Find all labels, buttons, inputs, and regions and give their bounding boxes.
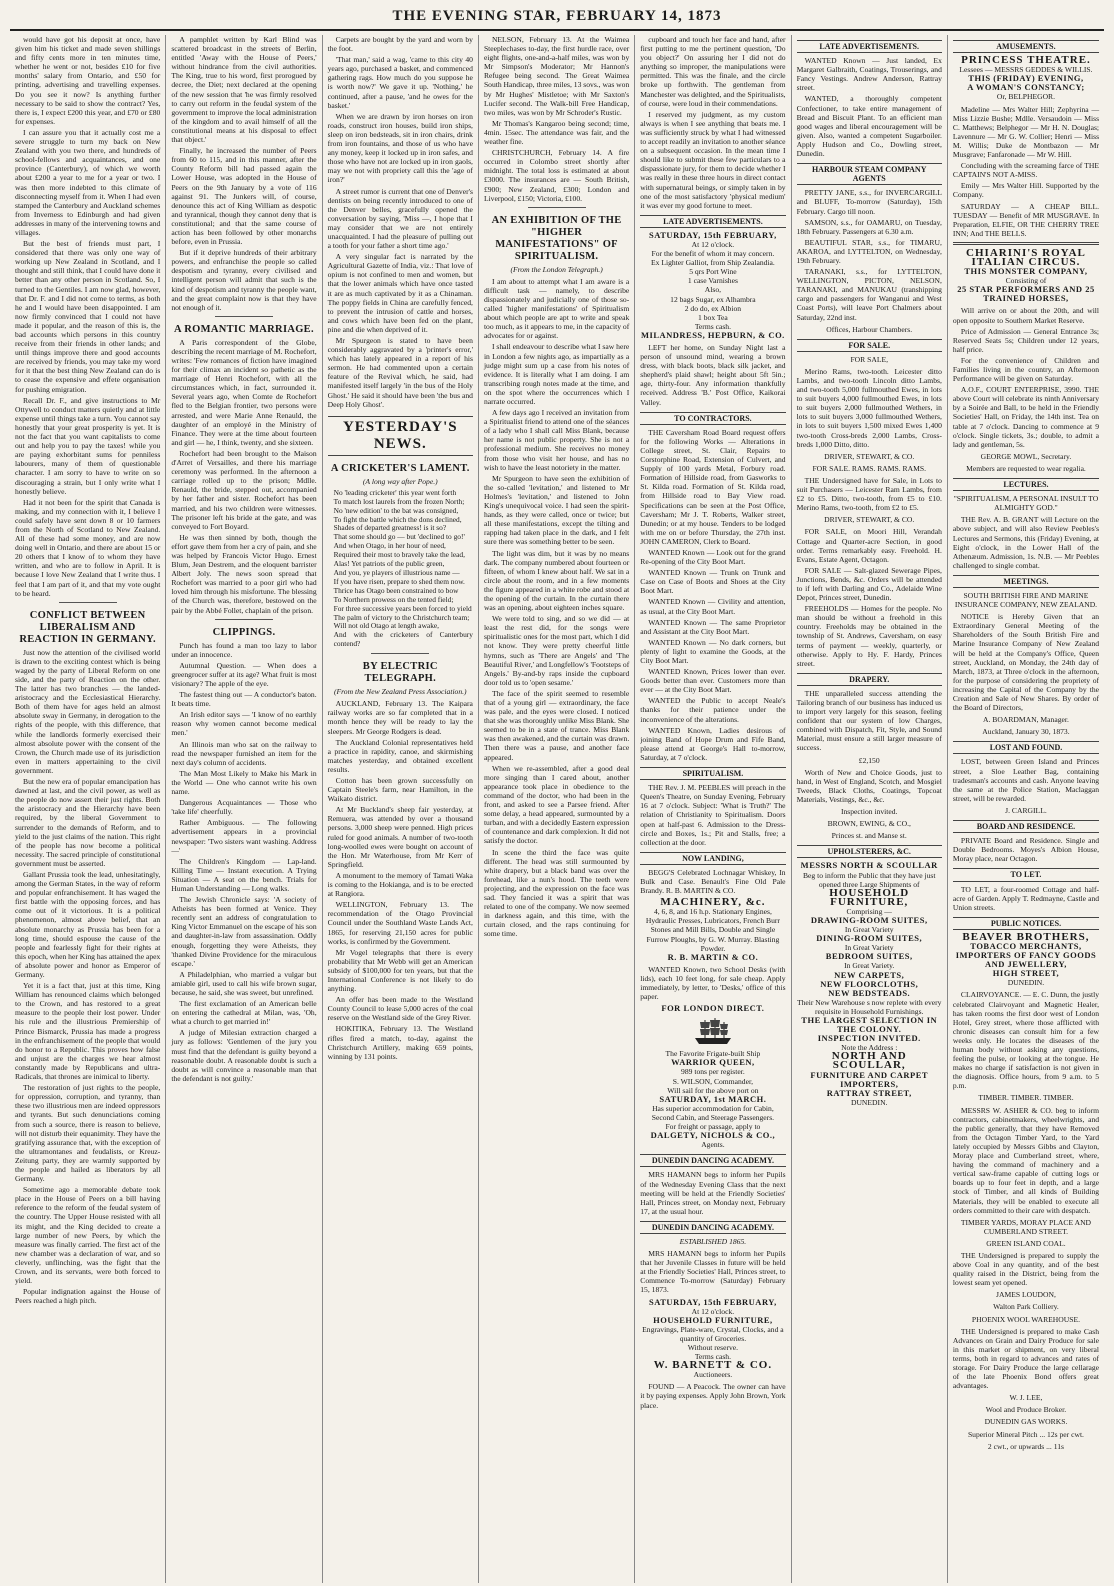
poem-line: Alas! Yet patriots of the public green, (333, 559, 445, 569)
article-text: A street rumor is current that one of Denver's dentists on being recently introduced to one of the Denver belles, gracefully opened the conversation by saying, 'Miss —, I hope that I may consider that we are not entirely unacquainted. I had the pleasure of pulling out a tooth for your father a short time ago.' (327, 186, 473, 251)
poem-line: Required their most to bravely take the lead, (333, 550, 465, 560)
ad-title: PRINCESS THEATRE. (961, 54, 1091, 67)
advertisement: THE Undersigned is prepared to make Cash Advances on Grain and Dairy Produce for sale in this market or shipment, on very liberal terms, both in regard to advances and rates of storage. For Dairy Produce the large cellarage of the late Phoenix Bond offers great advantages. (952, 1326, 1100, 1391)
ad-line: NEW CARPETS, (834, 969, 905, 980)
column-3 (323, 35, 479, 1583)
article-headline: AN EXHIBITION OF THE "HIGHER MANIFESTATIONS" OF SPIRITUALISM. (491, 214, 622, 262)
telegram: WELLINGTON, February 13. The recommendation of the Otago Provincial Council under the Southland Waste Lands Act, 1865, for reserving 21,150 acres for public works, is confirmed by the Government. (327, 900, 473, 946)
ad-line: At 12 o'clock. (691, 239, 735, 249)
section-header: DUNEDIN DANCING ACADEMY. (640, 1154, 785, 1167)
section-header: LATE ADVERTISEMENTS. (640, 215, 785, 228)
ad-line: THE LARGEST SELECTION IN (801, 1015, 938, 1025)
ad-firm: BROWN, EWING, & CO., (827, 819, 911, 829)
ad-line: Superior Mineral Pitch ... 12s per cwt. (967, 1429, 1084, 1439)
ad-line: Walton Park Colliery. (993, 1302, 1059, 1312)
section-header: DRAPERY. (797, 673, 942, 686)
poem-line: Shades of departed greatness! is it so? (333, 523, 447, 533)
ad-line: DUNEDIN. (1007, 978, 1045, 988)
ad-line: RATTRAY STREET, (826, 1087, 912, 1098)
ad-title: TIMBER. TIMBER. TIMBER. (978, 1093, 1074, 1103)
advertisement (640, 898, 785, 962)
ad-line: IMPORTERS, (840, 1078, 899, 1089)
article-text: Rochefort had been brought to the Maison d'Arret of Versailles, and there his marriage ceremony was performed. In the afternoon a carriage rolled up to the prison; Mdlle. Renauld, the bride, stepped out, accompanied by her father and sister. Rochefort has been married, and his two children were witnesses. The prisoner left his bride at the gate, and was conveyed to Fort Boyard. (171, 448, 317, 531)
ad-line: THIS MONSTER COMPANY, (964, 266, 1088, 277)
poem-line: Will not old Otago at length awake, (333, 621, 440, 631)
columns (10, 35, 1104, 1583)
article-text: Mr Spurgeon is stated to have been considerably aggravated by a 'printer's error,' which has lately appeared in a report of his sermon. He had commented upon a certain feature of the Revival which, he said, had manifested itself largely 'in the bus of the Holy Ghost.' He said it should have been 'the bus and Deep Holy Ghost'. (327, 336, 473, 409)
article-text: We were told to sing, and so we did — at least the rest did, for the songs were spiritualistic ones for the most part, which I did not know. They were pretty cheerful little hymns, such as 'There are Angels' and 'The Beautiful River,' and Longfellow's 'Footsteps of Angels.' By-and-by raps inside the cupboard door told us to 'open sesame.' (483, 614, 630, 687)
ad-line: BEDROOM SUITES, (825, 951, 913, 962)
ad-line: Beg to inform the Public that they have just opened three Large Shipments of (802, 870, 936, 889)
ad-line: Without reserve. (687, 1343, 739, 1352)
ad-line: SATURDAY, 1st MARCH. (659, 1093, 767, 1104)
advertisement: SAMSON, s.s., for OAMARU, on Tuesday, 18th February. Passengers at 6.30 a.m. (796, 217, 942, 236)
ad-line: 5 qrs Port Wine (689, 267, 737, 277)
poem-line: To match lost laurels from the frozen North; (333, 496, 465, 506)
article-text: The restoration of just rights to the people, for oppression, corruption, and tyranny, than these two illustrious men are indeed oppressors and tyrants. But such denunciations coming from such a source, there is reason to believe, will not disturb their equanimity. They have the gratifying assurance that, with the exception of the ultramontanes and feudalists, or Kreuz-Zeitung party, they are warmly supported by the people and hailed as liberators by all Germany. (15, 1083, 161, 1184)
poem-line: The palm of victory to the Christchurch team; (333, 612, 470, 622)
section-header: MEETINGS. (953, 575, 1099, 588)
ad-firm: A. BOARDMAN, Manager. (983, 715, 1069, 725)
article-text: Popular indignation against the House of Peers reached a high pitch. (15, 1287, 161, 1306)
clipping: Rather Ambiguous. — The following advertisement appears in a provincial newspaper: 'Two sisters want washing. Address —' (171, 818, 317, 855)
advertisement: Worth of New and Choice Goods, just to hand, in West of England, Scotch, and Mosgiel Tweeds, Black Cloths, Coatings, Topcoat Materials, Vestings, &c., &c. (796, 767, 942, 804)
advertisement: WANTED Known — Civility and attention, as usual, at the City Boot Mart. (640, 597, 786, 616)
section-header: TO LET. (953, 868, 1099, 881)
advertisement: WANTED Known — The same Proprietor and Assistant at the City Boot Mart. (640, 617, 786, 636)
ad-line: 12 bags Sugar, ex Alhambra (670, 294, 756, 304)
ad-firm: R. B. MARTIN & CO. (667, 951, 759, 962)
advertisement: THE Rev. A. B. GRANT will Lecture on the above subject, and will also Review Peebles's Lectures and Sermons, this (Friday) Evening, at Eight o'clock, in the Lower Hall of the Athenæum. Admission, 1s. N.B. — Mr Peebles challenged to single combat. (952, 515, 1100, 570)
advertisement: MESSRS W. ASHER & CO. beg to inform contractors, cabinetmakers, wheelwrights, and the public generally, that they have Removed from the Octagon Timber Yard, to the Yard lately occupied by Messrs Gibbs and Clayton, Moray place and Cumberland street, where, having the command of machinery and a vertical saw-frame capable of cutting logs or boards up to four feet in depth, and a large stock of Timber, and all kinds of Building Materials, they will be enabled to execute all orders committed to their care with despatch. (952, 1105, 1100, 1215)
divider (528, 207, 586, 208)
article-headline: CLIPPINGS. (212, 626, 276, 638)
telegram: AUCKLAND, February 13. The Kaipara railway works are so far completed that in a month hence they will be ready to lay the sleepers. Mr George Rodgers is dead. (327, 699, 473, 736)
ad-title: MACHINERY, &c. (660, 896, 766, 909)
article-text: A pamphlet written by Karl Blind was scattered broadcast in the streets of Berlin, entitled 'Away with the House of Peers,' without hindrance from the civil authorities. The King, true to his word, first prorogued by decree, the Diet; next declared at the opening of the new session that 'he was firmly resolved to carry out reform in the feudal system of the government to improve the local administration of the kingdom and to avail himself of all the constitutional means at his disposal to effect that object.' (171, 35, 317, 145)
article-text: Gallant Prussia took the lead, unhesitatingly, among the German States, in the way of reform and popular enfranchisement. It has waged the first battle with the opposing forces, and has come out of it victorious. It is a political phenomenon, almost above belief, that an absolute monarchy as Prussia has been for a long time, should espouse the cause of the people and fearlessly fight for their rights at this epoch, when her King has attained the apex of absolute power and honor as Emperor of Germany. (15, 869, 161, 979)
poem-line: And you, ye players of illustrious name — (333, 568, 460, 577)
article-text: would have got his deposit at once, have given him his ticket and made seven shillings and fifty cents more in ten minutes time, whether he went or not, besides £10 for five months' salary from Ontario, and £50 for printing, advertising and travelling expenses. Do you see it now? Is anything further necessary to be said to show the contract? Yes, there is, I expect £200 this year, and £70 or £80 for expenses. (15, 35, 161, 126)
ad-line: In Great Variety. (844, 961, 895, 971)
section-header: NOW LANDING, (640, 852, 785, 865)
ad-line: THE COLONY. (837, 1024, 902, 1035)
advertisement: FOR SALE — Salt-glazed Sewerage Pipes, Junctions, Bends, &c. Orders will be attended to if left with Darling and Co., Adelaide Wine Depot, Princes street, Dunedin. (796, 565, 942, 603)
cast-list: Madeline — Mrs Walter Hill; Zephyrina — Miss Lizzie Bushe; Mdlle. Versaudoin — Miss C. Matthews; Belphegor — Mr H. N. Douglas; Lavennure — Mr G. W. Collier; Henri — Miss M. Willis; Duke de Montbazon — Mr Musgrave; Fanfaronade — Mr W. Hill. (952, 104, 1100, 160)
ad-line: 1 box Tea (698, 312, 728, 322)
advertisement: MRS HAMANN begs to inform her Pupils that her Juvenile Classes in future will be held at the Friendly Societies' Hall, Princes street, to Commence To-morrow (Saturday) February 15, 1873. (640, 1249, 786, 1295)
section-header: LATE ADVERTISEMENTS. (797, 40, 942, 53)
advertisement: WANTED, a thoroughly competent Confectioner, to take entire management of Bread and Biscuit Plant. To an efficient man good wages and liberal encouragement will be given. Also, wanted a competent Sugarboiler. Apply Hudson and Co., Dowling street, Dunedin. (796, 94, 942, 159)
article-text: A very singular fact is narrated by the Agricultural Gazette of India, viz.: That love of opium is not confined to men and women, but that the lower animals which have once tasted it are as much captivated by it as a Chinaman. The poppy fields in China are carefully fenced, to prevent the intrusion of cattle and horses, and cows which have been fed on the plant, pine and die when deprived of it. (327, 252, 473, 334)
advertisement (953, 56, 1099, 101)
ad-line: NEW FLOORCLOTHS, (820, 978, 919, 989)
article-text: But the best of friends must part, I considered that there was only one way of working up New Zealand in Scotland, and I thought and still think, that I could have done it better than any other person in Scotland. So, I turned to the Gentiles. I am now glad, however, that Dr. F. and I did not come to terms, as both he and I would have been disappointed. I am now firmly convinced that I could not have made it popular, and the reason of this is, the bad accounts which persons in this country receive from their friends in other lands; and until things improve there and good accounts are received by friends, you may take my word for it that the best thing New Zealand can do is to cease the expensive and effete organisation for pushing emigration. (15, 239, 161, 394)
ad-line: Has superior accommodation for Cabin, Second Cabin, and Steerage Passengers. (651, 1103, 775, 1122)
ad-firm: JAMES LOUDON, (996, 1290, 1056, 1300)
ad-line: Terms cash. (694, 1352, 731, 1362)
ad-firm: W. J. LEE, (1009, 1393, 1043, 1403)
poem-line: Thrice has Otago been constrained to bow (333, 585, 459, 595)
ad-line: Agents. (701, 1140, 725, 1150)
ad-line: Will sail for the above port on (667, 1085, 759, 1095)
article-text: When we re-assembled, after a good deal more singing than I cared about, another appearance took place in obedience to the command of the doctor, who had been in the front, and asked to see a Parsee friend. After some delay, a head appeared, surmounted by a turban, and with a decidedly Eastern expression of countenance and dark complexion. It did not satisfy the doctor. (483, 763, 630, 846)
ad-line: Their New Warehouse s now replete with every requisite in Household Furnishings. (796, 997, 942, 1016)
ad-line: INSPECTION INVITED. (817, 1033, 921, 1044)
ship-name: WARRIOR QUEEN, (671, 1057, 755, 1068)
column-1 (10, 35, 166, 1583)
ad-title: FOR SALE, (850, 354, 888, 364)
advertisement: THE Undersigned have for Sale, in Lots to suit Purchasers — Leicester Ram Lambs, from £2 to £5. Ditto, two-tooth, from £5 to £10. Merino Rams, two-tooth, from £2 to £5. (796, 475, 942, 513)
ad-line: Comprising — (846, 906, 892, 916)
advertisement: FOR SALE, on Moori Hill, Verandah Cottage and Quarter-acre Section, in good order. Terms remarkably easy. Freehold. H. Evans, Estate Agent, Octagon. (796, 527, 942, 564)
poem-line: For three successive years been forced to yield (333, 603, 472, 613)
ad-line: HIGH STREET, (992, 968, 1060, 979)
ship-icon (640, 1016, 785, 1046)
advertisement: WANTED Known — Look out for the grand Re-opening of the City Boot Mart. (640, 547, 786, 567)
ad-title: MESSRS NORTH & SCOULLAR (800, 860, 938, 871)
ad-title: GREEN ISLAND COAL. (986, 1238, 1066, 1248)
advertisement (953, 930, 1099, 988)
section-header: HARBOUR STEAM COMPANY AGENTS (797, 163, 942, 185)
article-text: I reserved my judgment, as my custom always is when I see anything that beats me. I was sufficiently struck by what I had witnessed to accept readily an invitation to another séance on a subsequent occasion. In the mean time I should like to submit these few particulars to a dispassionate jury, for them to decide whether I was really in these three hours in direct contact with supernatural beings, or simply taken in by one of the most satisfactory 'physical medium' it was ever my good fortune to meet. (640, 109, 786, 210)
ad-line: Ex Lighter Galliot, from Ship Zealandia. (651, 258, 775, 268)
ad-line: IMPORTERS OF FANCY GOODS AND JEWELLERY, (955, 950, 1097, 970)
ad-line: 2 cwt., or upwards ... 11s (987, 1441, 1064, 1451)
ad-line: Also, (704, 285, 722, 295)
article-subhead: (From the New Zealand Press Association.) (333, 687, 467, 697)
advertisement: SATURDAY — A CHEAP BILL. TUESDAY — Benefit of MR MUSGRAVE. In Preparation, ELFIE, OR THE CHERRY TREE INN; And THE BELLS. (952, 201, 1100, 238)
ad-firm: GEORGE MOWL, Secretary. (980, 451, 1072, 461)
poem-line: And with the cricketers of Canterbury contend? (333, 630, 473, 649)
article-text: I am about to attempt what I am aware is a difficult task — namely, to describe dispassionately and judicially one of those so-called 'higher manifestations' of Spiritualism about which people are apt to write and speak too much, as it appears to me, in the capacity of advocates for or against. (483, 276, 630, 341)
ad-line: DINING-ROOM SUITES, (816, 933, 923, 944)
poem-line: If you have risen, prepare to shed them now. (333, 576, 465, 586)
advertisement: FREEHOLDS — Homes for the people. No man should be without a freehold in this country. Freeholds may be obtained in the township of St. Andrews, Caversham, on easy terms of payment — weekly, quarterly, or otherwise. Apply to Hy. F. Hardy, Princes street. (796, 604, 942, 668)
article-text: Recall Dr. F., and give instructions to Mr Ottywell to conduct matters quietly and at little expense until things take a turn. You cannot say honestly that your great prosperity is yet. It is not the fact that you want capitalists to come out and help you to pay the taxes! while you are paying exhorbitant sums for penniless labourers, many of them of questionable character. I am sorry to have to write on so discouraging a strain, but I only write what I honestly believe. (15, 395, 161, 496)
advertisement (640, 1298, 785, 1380)
article-subhead: (From the London Telegraph.) (510, 264, 603, 274)
advertisement: BEGG'S Celebrated Lochnagar Whiskey, In Bulk and Case. Benault's Fine Old Pale Brandy. R. B. MARTIN & CO. (640, 867, 786, 896)
advertisement (640, 231, 785, 340)
advertisement: TO LET, a four-roomed Cottage and half-acre of Garden. Apply T. Redmayne, Castle and Union streets. (952, 884, 1100, 912)
ad-firm: W. BARNETT & CO. (653, 1359, 773, 1372)
ad-line: Consisting of (1005, 276, 1047, 286)
ad-line: Inspection invited. (840, 807, 898, 817)
ad-line: 1 case Varnishes (687, 276, 738, 286)
ad-line: Lessees — MESSRS GEDDES & WILLIS. (959, 65, 1093, 75)
section-headline: YESTERDAY'S NEWS. (328, 416, 473, 456)
advertisement: MRS HAMANN begs to inform her Pupils of the Wednesday Evening Class that the next meeting will be held at the Friendly Societies' Hall, Princes street, on Monday next, February 17, at the usual hour. (640, 1170, 786, 1216)
ad-line: HOUSEHOLD FURNITURE, (829, 886, 910, 908)
ad-line: 25 STAR PERFORMERS AND 25 TRAINED HORSES, (957, 284, 1095, 304)
ad-line: Engravings, Plate-ware, Crystal, Clocks, and a quantity of Groceries. (642, 1324, 784, 1343)
ad-firm: DALGETY, NICHOLS & CO., (650, 1130, 776, 1141)
article-text: cupboard and touch her face and hand, after first putting to me the pertinent question, 'Do you object?' On assuring her I did not do anything so improper, the manipulations were permitted. This was the finale, and the circle broke up forthwith. The gentleman from Manchester was delighted, and the Spiritualists, of course, were loud in their commendations. (640, 35, 786, 108)
ad-line: Terms cash. (694, 321, 731, 331)
ad-line: DRAWING-ROOM SUITES, (810, 914, 928, 925)
section-header: AMUSEMENTS. (953, 40, 1099, 53)
article-text: Finally, he increased the number of Peers from 60 to 115, and in this manner, after the County Reform bill had passed again the Lower House, was adopted in the House of Peers on the 9th January by a vote of 116 against 91. The Junkers will, of course, denounce this act of King William as despotic and tyrannical, though they cannot deny that is constitutional; and that the same course of action has been followed by other monarchs before, even in Prussia. (171, 146, 317, 247)
telegram: Mr Thomas's Kangaroo being second; time, 4min. 15sec. The attendance was fair, and the weather fine. (483, 118, 630, 147)
ad-line: TOBACCO MERCHANTS, (970, 940, 1082, 951)
ad-line: HOUSEHOLD FURNITURE, (653, 1314, 773, 1325)
ad-line: Members are requested to wear regalia. (966, 463, 1086, 473)
section-header: BOARD AND RESIDENCE. (953, 820, 1099, 833)
advertisement: WANTED Known — Trunk on Trunk and Case on Case of Boots and Shoes at the City Boot Mart. (640, 568, 786, 596)
ad-line: Note the Address : (841, 1043, 898, 1053)
article-headline: BY ELECTRIC TELEGRAPH. (362, 661, 438, 685)
clipping: The fastest thing out — A conductor's baton. It beats time. (171, 690, 317, 709)
section-header: FOR SALE. (797, 339, 942, 352)
ad-firm: DRIVER, STEWART, & CO. (824, 515, 915, 525)
advertisement: PRIVATE Board and Residence. Single and Double Bedrooms. Moyes's Albion House, Moray place, near Octagon. (952, 836, 1100, 864)
ad-amount: £2,150 (858, 755, 880, 765)
masthead (10, 6, 1104, 31)
clipping: Punch has found a man too lazy to labor under an innocence. (171, 640, 317, 659)
article-text: I can assure you that it actually cost me a severe struggle to turn my back on New Zealand with you two there, and hundreds of school-fellows and acquaintances, and one province (Canterbury), of which we worth about £200 a year to me for a year or two. I was then more indebted to this climate of disconnecting myself from it. When I had even stamped the Canterbury and Auckland schemes from Inverness to Edinburgh and had given addresses in many of the intervening towns and villages. (15, 127, 161, 237)
ad-firm: J. CARGILL. (1005, 805, 1047, 815)
article-text: The light was dim, but it was by no means dark. The company numbered about fourteen or fifteen, of whom I knew about half. We sat in a circle about the room, and in a few moments the figure appeared in a white robe and stood at the opening of the curtain. In the curtain there was an opening, about eighteen inches square. (483, 548, 630, 613)
article-text: Carpets are bought by the yard and worn by the foot. (327, 35, 473, 54)
advertisement: CLAIRVOYANCE. — E. C. Dunn, the justly celebrated Clairvoyant and Magnetic Healer, has taken rooms the first door west of London Hotel, Grey street, where those afflicted with chronic diseases can consult him for a few weeks only. He locates the diseases of the human body without asking any questions, feeling the pulse, or looking at the tongue. He makes no charge if satisfaction is not given in the diagnosis. Office hours, from 9 a.m. to 5 p.m. (952, 990, 1100, 1091)
column-2 (166, 35, 322, 1583)
advertisement: WANTED Known, two School Desks (with lids), each 10 feet long, for sale cheap. Apply immediately, by letter, to 'Desks,' office of this paper. (640, 964, 786, 1002)
advertisement: NOTICE is Hereby Given that an Extraordinary General Meeting of the Shareholders of the South British Fire and Marine Insurance Company of New Zealand will be held at the Company's Office, Queen street, Auckland, on Monday, the 24th day of March, 1873, at Three o'clock in the afternoon, for the purpose of considering the propriety of increasing the Capital of the Company by the Creation and Sale of New Shares. By order of the Board of Directors, (952, 612, 1100, 713)
article-headline: CONFLICT BETWEEN LIBERALISM AND REACTION IN GERMANY. (19, 609, 156, 645)
ad-title: SOUTH BRITISH FIRE AND MARINE INSURANCE COMPANY, NEW ZEALAND. (954, 590, 1098, 610)
article-text: A Paris correspondent of the Globe, describing the recent marriage of M. Rochefort, writes: 'Few romances of fiction have imagined for their climax an incident so pathetic as the marriage of Henri Rochefort, with all the circumstances which, in fact, surrounded it. Several years ago, when Comte de Rochefort fled to the Belgian frontier, two persons were arrested, and were Marie Anne Renauld, the daughter of an employé in the Ministry of Finance. They were at the time about fourteen and girl — he, I think, twenty, and she sixteen. (171, 337, 317, 447)
telegram: Mr Vogel telegraphs that there is every probability that Mr Webb will get an American subsidy of $100,000 for ten years, but that the International Conference is not likely to do anything. (327, 947, 473, 994)
clipping: The Jewish Chronicle says: 'A society of Atheists has been formed at Venice. They recently sent an address of congratulation to King Victor Emmanuel on the escape of his son and daughter-in-law from assassination. Oddly enough, forgetting they were Atheists, they 'thanked Divine Providence for the miraculous escape.' (171, 895, 317, 968)
clipping: A judge of Milesian extraction charged a jury as follows: 'Gentlemen of the jury you must find that the defendant is guilty beyond a reasonable doubt. A reasonable doubt is such a doubt as will convince a reasonable man that the defendant is not guilty.' (171, 1028, 317, 1083)
ad-line: Auctioneers. (693, 1370, 733, 1380)
article-text: When we are drawn by iron horses on iron roads, construct iron houses, build iron ships, sleep on iron bedsteads, sit in iron chairs, drink from iron fountains, and those of us who have any money, keep it locked up in iron safes, and those who have not are locked up in iron gaols, may we not with propriety call this the 'age of iron?' (327, 111, 473, 185)
column-5 (635, 35, 791, 1583)
ad-title: CHIARINI'S ROYAL ITALIAN CIRCUS. (966, 246, 1086, 268)
advertisement: A.O.F., COURT ENTERPRISE, 3990. THE above Court will celebrate its ninth Anniversary by a Soirée and Ball, to be held in the Friendly Societies' Hall, on Friday, the 14th inst. Tea on table at 7 o'clock. Dancing to commence at 9 o'clock. Single tickets, 3s.; double, to admit a lady and gentleman, 5s. (952, 385, 1100, 449)
poem-line: That some should go — but 'declined to go!' (333, 532, 465, 542)
ad-title: SATURDAY, 15th FEBRUARY, (649, 229, 777, 240)
section-header: SPIRITUALISM. (640, 767, 785, 780)
clipping: A Philadelphian, who married a vulgar but amiable girl, used to call his wife brown sugar, because, he said, she was sweet, but unrefined. (171, 969, 317, 997)
advertisement: THE Rev. J. M. PEEBLES will preach in the Queen's Theatre, on Sunday Evening, February 16 at 7 o'clock. Subject: 'What is Truth?' The relation of Christianity to Spiritualism. Doors open at half-past 6. Admission to the Dress-circle and Boxes, 1s.; Pit and Stalls, free; a collection at the door. (640, 783, 786, 847)
ad-line: FURNITURE AND CARPET (810, 1069, 929, 1080)
ad-line: DUNEDIN. (850, 1097, 888, 1107)
ad-line: Offices, Harbour Chambers. (826, 324, 913, 334)
article-text: I shall endeavour to describe what I saw here in London a few nights ago, as impartially as a judge might sum up a case from his notes of evidence. It is literally what I am doing. I am transcribing rough notes made at the time, and on the spot where the occurrences which I narrate occurred. (483, 342, 630, 406)
advertisement: THE Undersigned is prepared to supply the above Coal in any quantity, and of the best quality raised in the District, being from the lowest seam yet opened. (952, 1250, 1100, 1288)
article-text: Yet it is a fact that, just at this time, King William has renounced claims which belonged to the Crown, and has restored to a great measure to the people their lost power. Under his rule and the illustrious Premiership of Prince Bismarck, Prussia has made a progress in the enfranchisement of the people that would do honor to a Republic. This proves how false and unjust are the charges we hear almost constantly made by Republicans and ultra-Radicals, that thrones are inimical to liberty. (15, 981, 161, 1082)
poem-line: To fight the battle which the dons declined, (333, 514, 462, 524)
ad-line: Auckland, January 30, 1873. (982, 727, 1070, 737)
ad-line: In Great Variety (844, 925, 894, 935)
clipping: An Irish editor says — 'I know of no earthly reason why women cannot become medical men.' (171, 710, 317, 738)
column-7 (948, 35, 1104, 1583)
advertisement: Concluding with the screaming farce of THE CAPTAIN'S NOT A-MISS. (952, 161, 1100, 180)
ad-firm: MILANDRESS, HEPBURN, & CO. (640, 329, 785, 340)
poem (334, 489, 473, 649)
article-text: Had it not been for the spirit that Canada is making, and my connection with it, I believe I could safely have sent down 8 or 10 farmers from the North of Scotland to New Zealand. All of these had some money, and are now doing well in Ontario, and there are about 15 or 20 others that I know of to whom they have written, and who are to follow in April. It is because I love New Zealand that I write thus. I feel that I am part of it, and that my vote ought to be heard. (15, 497, 161, 598)
ad-title: SATURDAY, 15th FEBRUARY, (649, 1296, 777, 1307)
ad-line: 2 do do, ex Albion (684, 303, 742, 313)
ad-line: A WOMAN'S CONSTANCY; (967, 82, 1085, 93)
ad-line: THIS (FRIDAY) EVENING, (968, 73, 1084, 84)
advertisement: BEAUTIFUL STAR, s.s., for TIMARU, AKAROA, and LYTTELTON, on Wednesday, 19th February. (796, 237, 942, 265)
article-text: In scene the third the face was quite different. The head was still surmounted by white drapery, but a black band was over the forehead, like a nun's hood. The teeth were projecting, and the expression on the face was sad. They fancied it was a spirit that was related to one of the company. We now seemed in darkness again, and this time, with the curtain closed, and the raps continuing for some time. (483, 847, 630, 939)
article-text: Sometime ago a memorable debate took place in the House of Peers on a bill having reference to the reform of the feudal system of the country. The Upper House resisted with all its might, and the King decided to create a large number of new Peers, by which the measure was finally carried. The first act of the new chamber was a declaration of war, and so cleverly, unflinching, was the fight that the Crown, and its servants, were both forced to yield. (15, 1185, 161, 1286)
divider (953, 242, 1099, 245)
telegram: An offer has been made to the Westland County Council to lease 5,000 acres of the coal reserve on the Westland side of the Grey River. (327, 995, 473, 1023)
section-header: LOST AND FOUND. (953, 741, 1099, 754)
clipping: The Man Most Likely to Make his Mark in the World — One who cannot write his own name. (171, 768, 317, 797)
ad-line: TIMBER YARDS, MORAY PLACE AND CUMBERLAND STREET. (960, 1217, 1092, 1236)
telegram: A monument to the memory of Tamati Waka is coming to the Hokianga, and is to be erected at Rangiora. (327, 870, 473, 899)
ad-title: BEAVER BROTHERS, (962, 930, 1090, 943)
advertisement: WANTED Known, Prices lower than ever. Goods better than ever. Customers more than ever — at the City Boot Mart. (640, 667, 786, 695)
divider (215, 619, 273, 620)
section-header: UPHOLSTERERS, &C. (797, 845, 942, 858)
ad-title: FOR SALE. RAMS. RAMS. RAMS. (812, 463, 926, 473)
poem-line: No 'new edition' to the bat was consigned, (333, 505, 459, 515)
advertisement: Will arrive on or about the 20th, and will open opposite to Southern Market Reserve. (952, 306, 1100, 325)
ad-line: 4, 6, 8, and 16 h.p. Stationary Engines, Hydraulic Presses, Lubricators, French Burr Stones and Mill Bills, Double and Single Furrow Ploughs, by G. W. Murray. Blasting Powder. (645, 907, 780, 953)
article-text: But if it deprive hundreds of their arbitrary powers, and enfranchise the people so called despotism and tyranny, every civilised and intelligent person will admit that such is the kind of despotism and tyranny the people want, and the great complaint now is that they have not enough of it. (171, 248, 317, 312)
advertisement: WANTED the Public to accept Neale's thanks for their patience under the inconvenience of the alterations. (640, 696, 786, 724)
clipping: The Children's Kingdom — Lap-land. Killing Time — Instant execution. A Trying Situation — A seat on the bench. Trials for Human Understanding — Long walks. (171, 856, 317, 893)
telegram: NELSON, February 13. At the Waimea Steeplechases to-day, the first hurdle race, over eight flights, one-and-a-half miles, was won by Mr Simpson's Moderator; Mr Hannon's Refugee being second. The Great Waimea South Handicap, three miles, 13 sovs., was won by Mr Hughes' Mistletoe; with Mr Saxton's Lucifer second. The Walk-bill Free Handicap, two miles, was won by Mr Schroder's Rustic. (483, 35, 630, 117)
telegram: Cotton has been grown successfully on Captain Steele's farm, near Hamilton, in the Waikato district. (327, 776, 473, 804)
ad-line: At 12 o'clock. (691, 1306, 735, 1316)
ad-line: For freight or passage, apply to (665, 1122, 761, 1132)
advertisement: Merino Rams, two-tooth. Leicester ditto Lambs, and two-tooth Lincoln ditto Lambs, and two-tooth 5,000 fullmouthed Ewes, in lots to suit buyers 4,000 fullmouthed Ewes, in lots to suit buyers 2,000 fullmouthed Wethers, in lots to suit buyers 3,000 fullmouthed Wethers, in lots to suit buyers 1,500 mixed Ewes 1,400 two-tooth Cross-breds 2,000 Lambs, Cross-breds 1,000 Ditto, ditto. (796, 366, 942, 449)
section-header: LECTURES. (953, 478, 1099, 491)
article-text: Mr Spurgeon to have seen the exhibition of the so-called 'levitation,' and listened to Mr Holmes's 'levitation,' and listened to John King's unequivocal voice. I had seen the spirit-hands, as they were called, once or twice; but all these manifestations, except the tilting and rapping had taken place in the dark, and I felt sure there was something better to be seen. (483, 473, 630, 547)
advertisement: LEFT her home, on Sunday Night last a person of unsound mind, wearing a brown dress, with black boots, black silk jacket, and shepherd's plaid shawl; height about 5ft 5in.; age, thirty-four. Any information thankfully received. Address 'B.' Post Office, Kaikorai Valley. (640, 343, 786, 407)
divider (215, 316, 273, 317)
advertisement: LOST, between Green Island and Princes street, a Sloe Leather Bag, containing tradesman's accounts and cash. Anyone leaving the same at the Police Station, Maclaggan street, will be rewarded. (952, 757, 1100, 803)
divider (371, 653, 429, 654)
article-headline: A ROMANTIC MARRIAGE. (174, 323, 314, 335)
column-4 (479, 35, 635, 1583)
advertisement (953, 246, 1099, 304)
telegram: HOKITIKA, February 13. The Westland rifles fired a match, to-day, against the Christchurch Artillery, making 659 points, winning by 131 points. (327, 1024, 473, 1061)
ad-line: Wool and Produce Broker. (985, 1405, 1067, 1415)
section-header: DUNEDIN DANCING ACADEMY. (640, 1221, 785, 1234)
telegram: CHRISTCHURCH, February 14. A fire occurred in Colombo street shortly after midnight. The total loss is estimated at about £3000. The insurances are — South British, £900; New Zealand, £300; London and Liverpool, £150; Victoria, £100. (483, 148, 630, 203)
article-text: A few days ago I received an invitation from a Spiritualist friend to attend one of the séances of a lady who I shall call Miss Blank, because her name is not public property. She is not a professional medium. She receives no money from those who visit her house, and has no wish to have the least notoriety in the matter. (483, 408, 630, 472)
ad-line: Princes st. and Manse st. (831, 831, 907, 841)
ad-line: Or, BELPHEGOR. (996, 92, 1056, 102)
poem-line: No 'leading cricketer' this year went forth (333, 487, 457, 497)
ad-title: PHOENIX WOOL WAREHOUSE. (971, 1314, 1080, 1324)
poem-line: And when Otago, in her hour of need, (333, 541, 446, 551)
article-text: 'That man,' said a wag, 'came to this city 40 years ago, purchased a basket, and commenced gathering rags. How much do you suppose he is worth now?' We gave it up. 'Nothing,' he continued, after a pause, 'and he owes for the basket.' (327, 55, 473, 110)
ad-line: For the benefit of whom it may concern. (651, 249, 775, 259)
column-6 (792, 35, 948, 1583)
clipping: The first exclamation of an American belle on entering the cathedral at Milan, was, 'Oh, what a church to get married in!' (171, 999, 317, 1027)
clipping: Dangerous Acquaintances — Those who 'take life' cheerfully. (171, 798, 317, 817)
advertisement (640, 1004, 785, 1149)
article-text: He was then sinned by both, though the effort gave them from her a cry of pain, and she was helped by Francois Victor Hugo. Ernest Blum, Jean Destrem, and the eloquent barrister Albert Joly. The news soon spread that Rochefort was married to a poor girl who had loved him through his misfortune. The blessing of the Church was, therefore, bestowed on the pair by the Abbé Follet, chaplain of the prison. (171, 532, 317, 615)
ad-line: In Great Variety (844, 943, 894, 953)
ad-title: DUNEDIN GAS WORKS. (984, 1417, 1068, 1427)
ad-firm: DRIVER, STEWART, & CO. (824, 451, 915, 461)
article-text: But the new era of popular emancipation has dawned at last, and the civil power, as well as the people do now assert their just rights. Both the aristocracy and the Hierarchy have been required, by the liberal Government to surrender to the demands of Reform, and to yield to the just claims of the nation. This right of the people has now become a political necessity. The sacred principle of constitutional government must be asserted. (15, 777, 161, 868)
divider (59, 602, 117, 603)
article-text: The face of the spirit seemed to resemble that of a young girl — extraordinary, the face was pale, and the eyes were closed. I noticed that she was thoroughly unlike Miss Blank. She seemed to be in a state of trance. Miss Blank was then awakened, and the curtain was drawn. Then there was a pause, and another face appeared. (483, 688, 630, 762)
ad-subhead: ESTABLISHED 1865. (679, 1236, 747, 1246)
ad-line: S. WILSON, Commander, (672, 1076, 754, 1086)
advertisement: TARANAKI, s.s., for LYTTELTON, WELLINGTON, PICTON, NELSON, TARANAKI, and MANUKAU (transhipping cargo and passengers for Wanganui and West Coast Ports), will leave Port Chalmers about Saturday, 22nd inst. (796, 267, 942, 322)
clipping: Autumnal Question. — When does a greengrocer suffer at its age? What fruit is most visionary? The apple of the eye. (171, 660, 317, 688)
ad-line: 989 tons per register. (681, 1067, 745, 1077)
ad-firm: NORTH AND SCOULLAR, (831, 1050, 907, 1072)
section-header: PUBLIC NOTICES. (953, 917, 1099, 930)
advertisement: PRETTY JANE, s.s., for INVERCARGILL and BLUFF, To-morrow (Saturday), 15th February. Cargo till noon. (796, 188, 942, 216)
advertisement (797, 861, 942, 1107)
advertisement: Emily — Mrs Walter Hill. Supported by the Company. (952, 181, 1100, 200)
advertisement: WANTED Known, Ladies desirous of joining Band of Hope Drum and Fife Band, please attend at George's Hall to-morrow, Saturday, at 7 o'clock. (640, 725, 786, 762)
ad-line: NEW BEDSTEADS. (828, 987, 911, 998)
advertisement: WANTED Known — Just landed, Ex Margaret Galbraith, Coatings, Trouserings, and Fancy Vestings. Andrew Anderson, Rattray street. (796, 56, 942, 93)
advertisement: Price of Admission — General Entrance 3s; Reserved Seats 5s; Children under 12 years, half price. (952, 326, 1100, 354)
advertisement: For the convenience of Children and Families living in the country, an Afternoon Performance will be given on Saturday. (952, 355, 1100, 384)
poem-line: To Northern prowess on the tented field; (333, 594, 454, 604)
ad-title: FOR LONDON DIRECT. (661, 1003, 765, 1014)
advertisement: WANTED Known — No dark corners, but plenty of light to examine the Goods, at the City Boot Mart. (640, 637, 786, 665)
ad-line: The Favorite Frigate-built Ship (665, 1049, 761, 1059)
masthead-title: THE EVENING STAR, FEBRUARY 14, 1873 (392, 8, 722, 24)
advertisement: THE Caversham Road Board request offers for the following Works — Alterations in College street, St. Clair, Repairs to Corstorphine Road, Extension of Culvert, and Supply of 100 yards Metal, Forbury road. Formation of Hillside road, from Gasworks to St. Kilda road. Formation of St. Kilda road, from Hillside road to Bay View road. Specifications can be seen at the Post Office, Caversham; Mr J. T. Roberts, Walker street, Dunedin; or at my house. Tenders to be lodged with me on or before Thursday, the 27th inst. JOHN CAMERON, Clerk to Board. (640, 427, 786, 546)
clipping: An Illinois man who sat on the railway to read the newspaper furnished an item for the next day's column of accidents. (171, 739, 317, 767)
telegram: The Auckland Colonial representatives held a practice in rapidity, canoe, and skirmishing matches yesterday, and obtained excellent results. (327, 737, 473, 774)
advertisement: THE unparalleled success attending the Tailoring branch of our business has induced us to import very largely for this season, feeling confident that our system of low Charges, combined with Dispatch, Fit, Style, and Sound Material, must ensure a still larger measure of success. (796, 688, 942, 753)
telegram: At Mr Buckland's sheep fair yesterday, at Remuera, was attended by over a thousand persons. 3,000 sheep were penned. High prices ruled for good animals. A number of two-tooth long-woolled ewes were bought on account of the Hon. Mr Waterhouse, from Mr Kerr of Springfield. (327, 805, 473, 869)
section-header: TO CONTRACTORS. (640, 412, 785, 425)
advertisement: FOUND — A Peacock. The owner can have it by paying expenses. Apply John Brown, York place. (640, 1382, 786, 1410)
ad-title: "SPIRITUALISM, A PERSONAL INSULT TO ALMIGHTY GOD." (953, 494, 1099, 513)
article-text: Just now the attention of the civilised world is drawn to the exciting contest which is being waged by the party of Liberal Reform on one side, and the party of Reaction on the other. The latter has two branches — the landed-aristocracy and the Ecclesiastical Hierarchy. Both of them have for ages held an almost absolute sway in Germany, in derogation to the rights of the people, with this difference, that while the landlords formerly exercised their almost absolute power with the consent of the Crown, the Church made use of its jurisdiction even in matters appertaining to the civil government. (15, 647, 161, 775)
article-subhead: (A long way after Pope.) (362, 476, 438, 486)
article-headline: A CRICKETER'S LAMENT. (330, 462, 470, 474)
